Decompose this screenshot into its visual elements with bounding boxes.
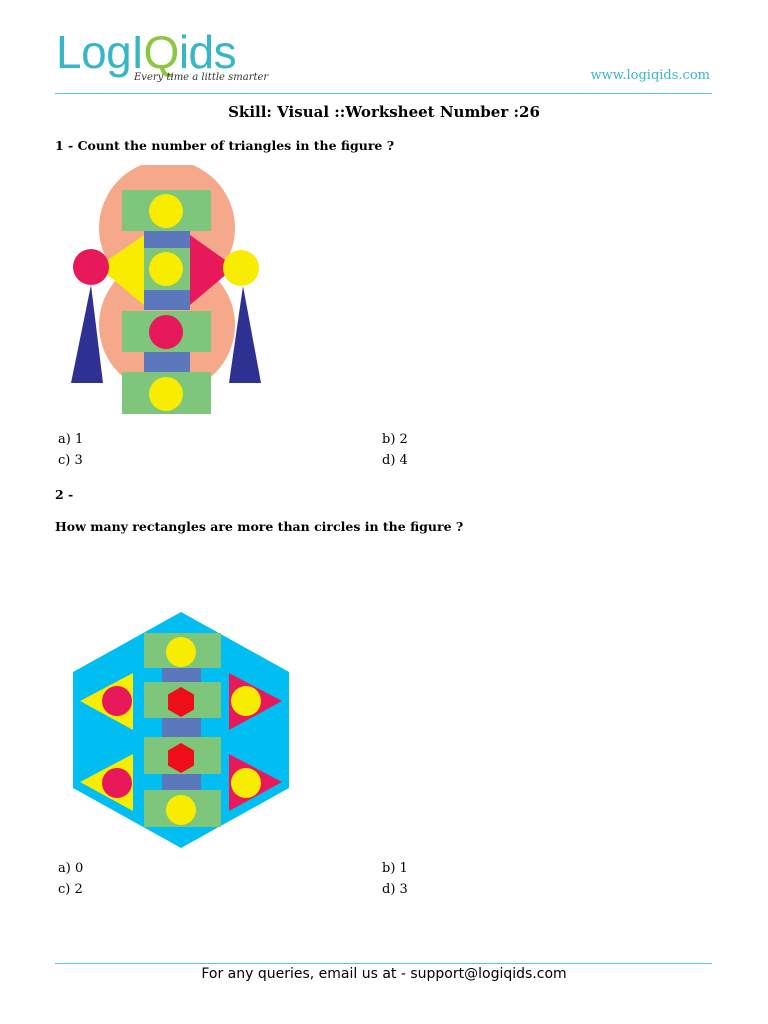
logo-part-2: Q	[143, 26, 179, 78]
blue-rectangle	[144, 231, 190, 248]
q2-option-d[interactable]: d) 3	[382, 882, 408, 897]
magenta-circle	[102, 768, 132, 798]
q1-option-c[interactable]: c) 3	[58, 453, 83, 468]
blue-rectangle	[162, 774, 201, 790]
yellow-circle	[231, 768, 261, 798]
q2-option-b[interactable]: b) 1	[382, 861, 408, 876]
logo-part-3: ids	[178, 26, 237, 78]
q1-option-b[interactable]: b) 2	[382, 432, 408, 447]
yellow-circle	[231, 686, 261, 716]
logo-text	[56, 26, 236, 78]
blue-rectangle	[144, 352, 190, 372]
robot-shapes-figure	[60, 165, 270, 417]
question-1-text: 1 - Count the number of triangles in the figure ?	[55, 138, 395, 153]
website-link[interactable]: www.logiqids.com	[590, 68, 710, 83]
yellow-circle	[149, 194, 183, 228]
magenta-circle	[149, 315, 183, 349]
question-2-number: 2 -	[55, 487, 74, 502]
worksheet-title: Skill: Visual ::Worksheet Number :26	[228, 103, 540, 121]
magenta-circle	[73, 249, 109, 285]
navy-triangle	[71, 285, 103, 383]
yellow-circle	[149, 377, 183, 411]
yellow-circle	[166, 795, 196, 825]
q2-option-a[interactable]: a) 0	[58, 861, 84, 876]
footer-divider	[55, 963, 712, 964]
hexagon-shapes-figure	[60, 605, 300, 855]
header-divider	[55, 93, 712, 94]
yellow-circle	[166, 637, 196, 667]
blue-rectangle	[162, 668, 201, 682]
q2-option-c[interactable]: c) 2	[58, 882, 83, 897]
yellow-circle	[149, 252, 183, 286]
q1-option-d[interactable]: d) 4	[382, 453, 408, 468]
magenta-circle	[102, 686, 132, 716]
blue-rectangle	[144, 290, 190, 310]
q1-option-a[interactable]: a) 1	[58, 432, 84, 447]
footer-contact: For any queries, email us at - support@logiqids.com	[201, 966, 567, 982]
blue-rectangle	[162, 718, 201, 737]
logo	[56, 26, 269, 83]
question-2-text: How many rectangles are more than circles in the figure ?	[55, 519, 464, 534]
yellow-circle	[223, 250, 259, 286]
logo-tagline: Every time a little smarter	[134, 72, 269, 83]
logo-part-1: LogI	[56, 26, 144, 78]
